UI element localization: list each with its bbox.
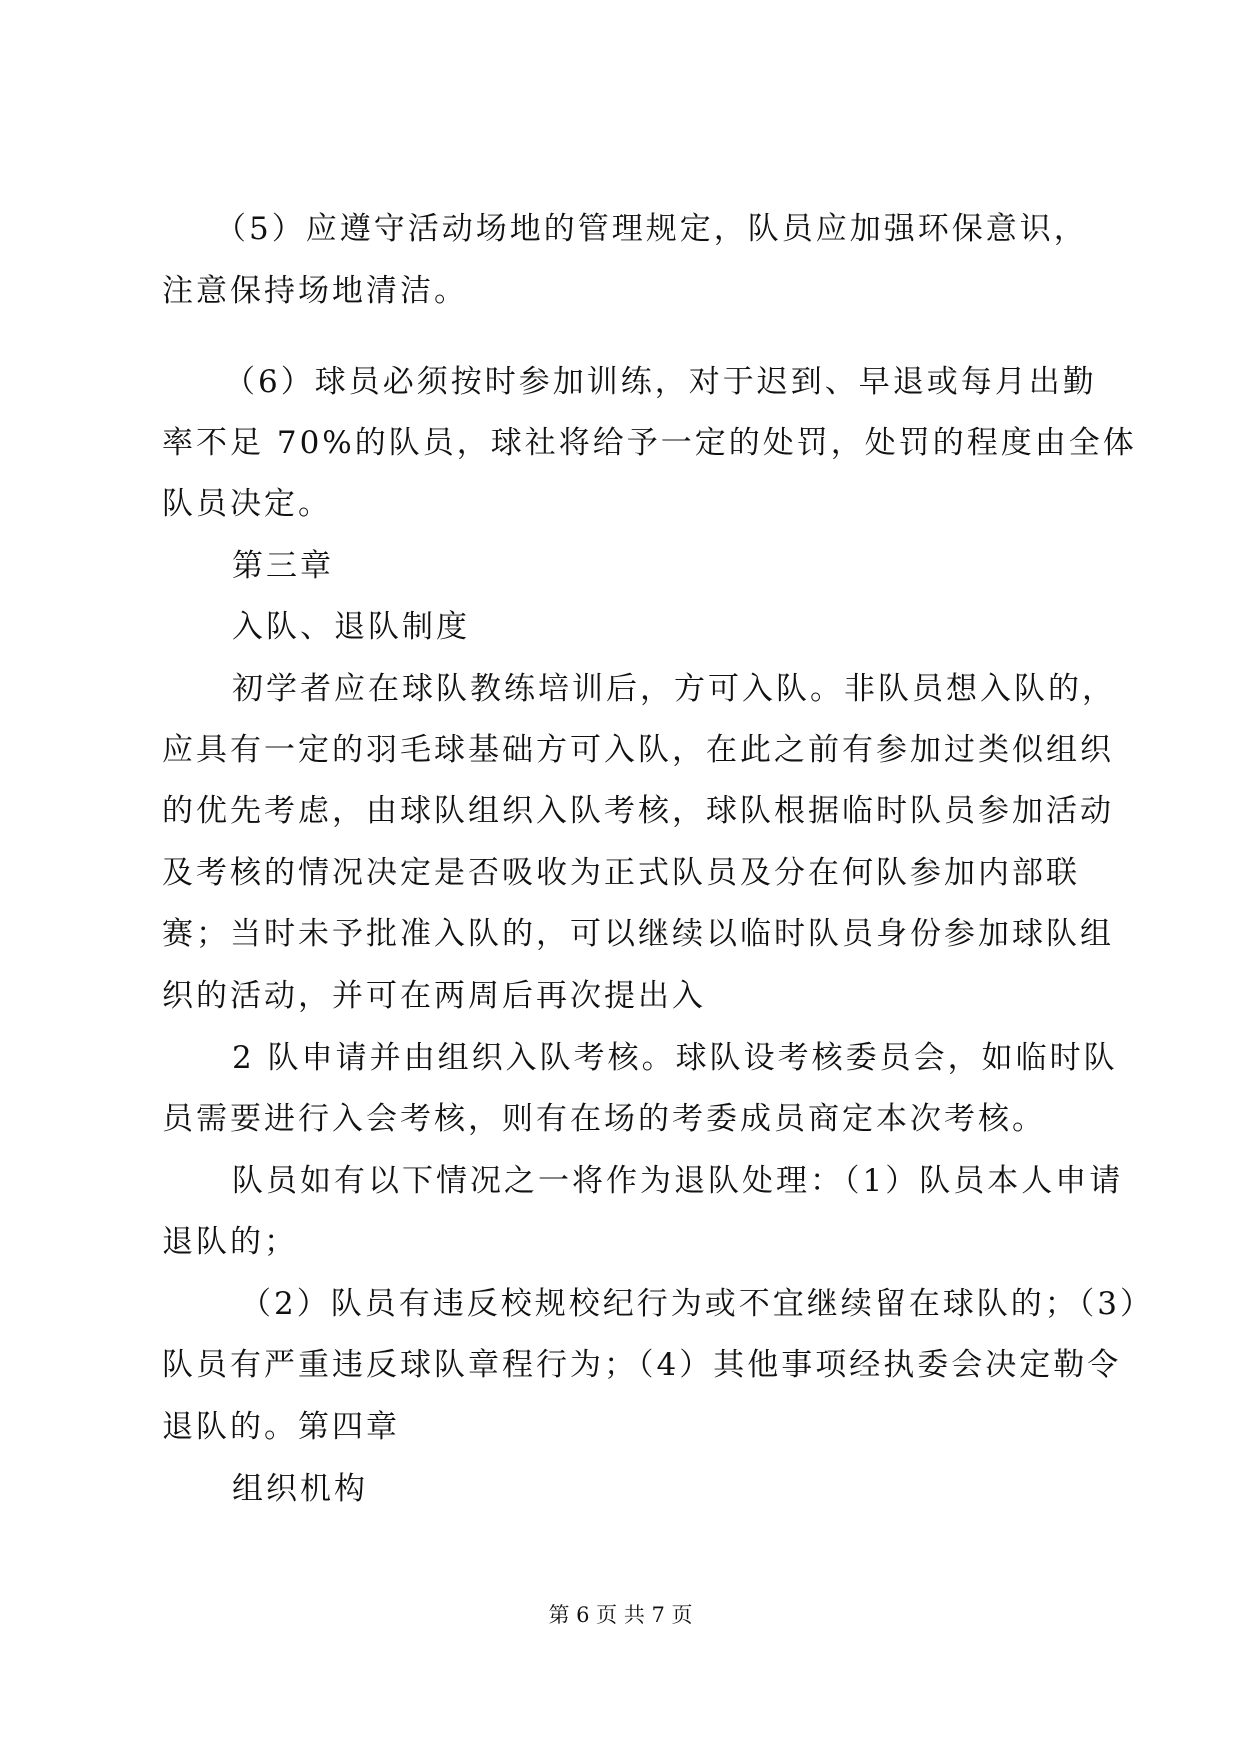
text-line: 的优先考虑，由球队组织入队考核，球队根据临时队员参加活动 — [162, 793, 1114, 829]
text-line: 员需要进行入会考核，则有在场的考委成员商定本次考核。 — [162, 1101, 1046, 1137]
text-line: 及考核的情况决定是否吸收为正式队员及分在何队参加内部联 — [162, 855, 1080, 891]
text-line: 2 队申请并由组织入队考核。球队设考核委员会，如临时队 — [232, 1040, 1118, 1076]
text-line: 应具有一定的羽毛球基础方可入队，在此之前有参加过类似组织 — [162, 732, 1114, 768]
chapter-heading: 第三章 — [232, 548, 334, 584]
text-line: 队员有严重违反球队章程行为；（4）其他事项经执委会决定勒令 — [162, 1347, 1122, 1383]
text-line: （5）应遵守活动场地的管理规定，队员应加强环保意识， — [215, 211, 1088, 247]
text-line: 队员决定。 — [162, 486, 332, 522]
text-line: 队员如有以下情况之一将作为退队处理：（1）队员本人申请 — [232, 1163, 1124, 1199]
text-line: 退队的。第四章 — [162, 1409, 400, 1445]
text-line: 注意保持场地清洁。 — [162, 273, 468, 309]
section-heading: 入队、退队制度 — [232, 609, 470, 645]
text-line: （6）球员必须按时参加训练，对于迟到、早退或每月出勤 — [224, 364, 1097, 400]
text-line: 初学者应在球队教练培训后，方可入队。非队员想入队的， — [232, 671, 1116, 707]
section-heading: 组织机构 — [232, 1471, 368, 1507]
text-line: 赛；当时未予批准入队的，可以继续以临时队员身份参加球队组 — [162, 916, 1114, 952]
page-number-footer: 第 6 页 共 7 页 — [548, 1603, 693, 1627]
text-line: （2）队员有违反校规校纪行为或不宜继续留在球队的；（3） — [240, 1286, 1154, 1322]
text-line: 织的活动，并可在两周后再次提出入 — [162, 978, 706, 1014]
text-line: 退队的； — [162, 1224, 298, 1260]
text-line: 率不足 70%的队员，球社将给予一定的处罚，处罚的程度由全体 — [162, 425, 1137, 461]
